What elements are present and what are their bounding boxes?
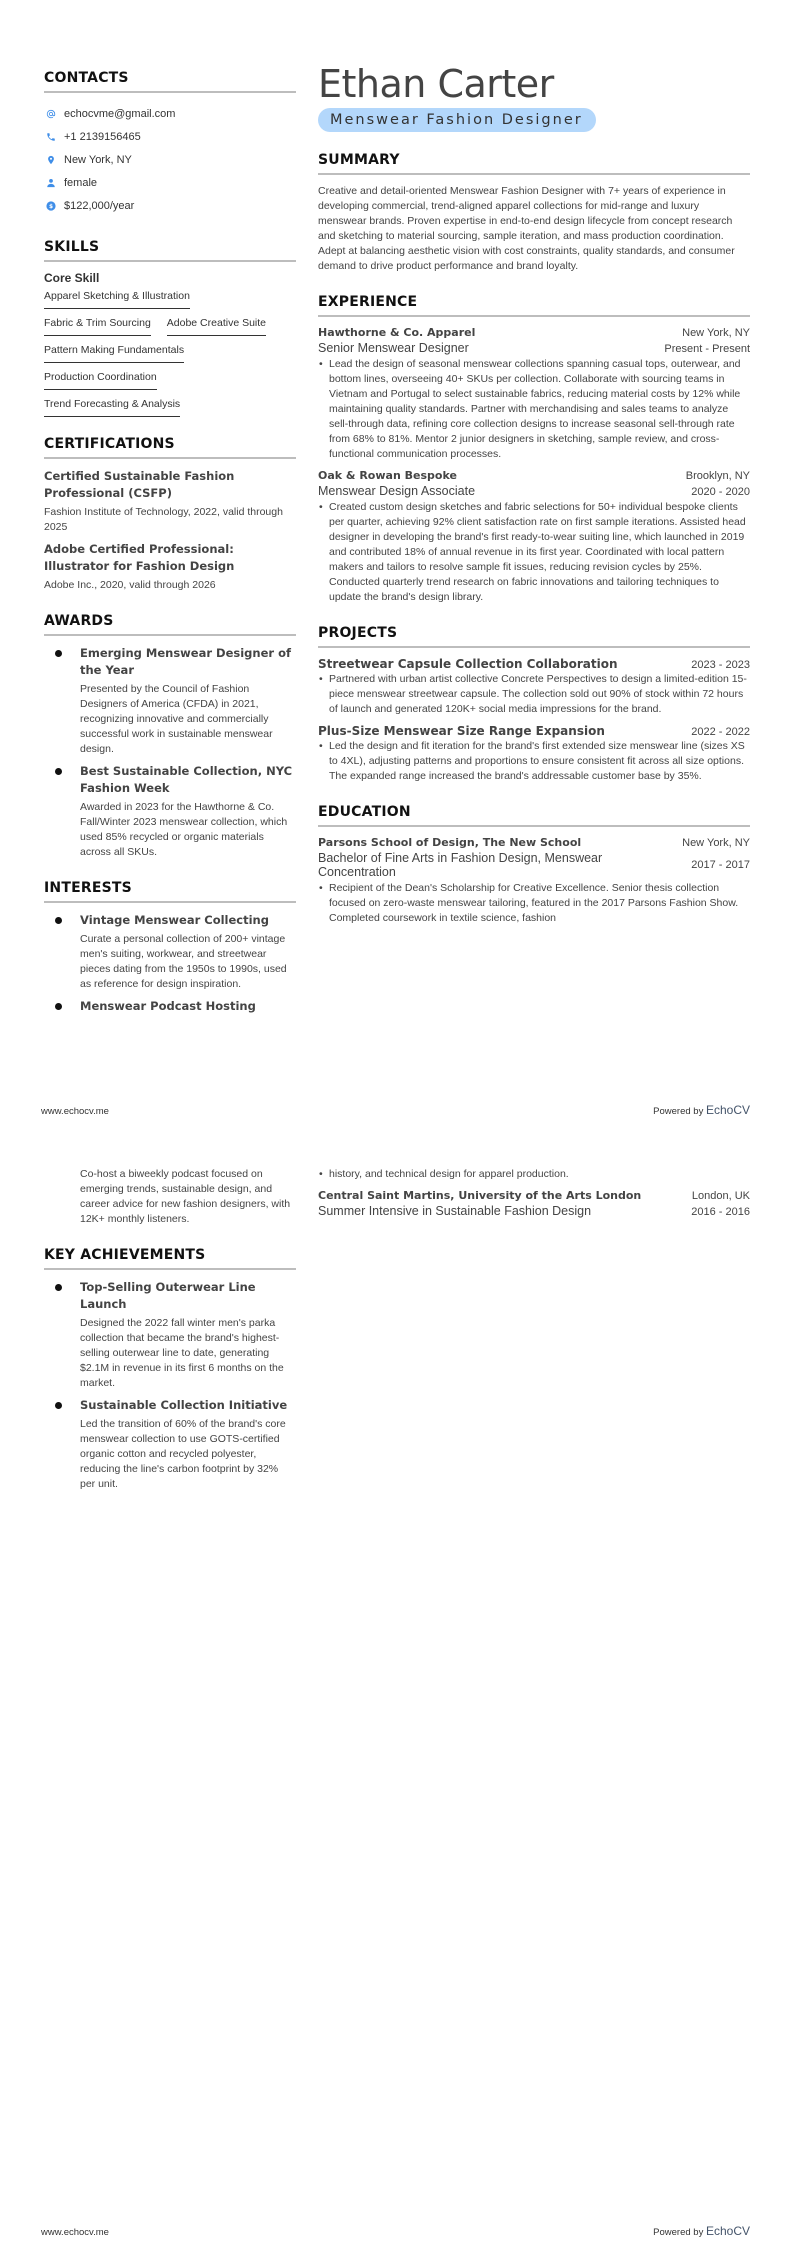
- experience-bullet: • Created custom design sketches and fabric selections for 50+ individual bespoke clients per quarter, achieving 92% client satisfaction rate on first sample iterations. Assisted head designer in developing the brand's first ready-to-wear suiting line, which launched in 2019 and contributed 18% of annual revenue in its first year. Coordinated with local pattern makers and tailors to resolve sample fit issues, reducing revision cycles by 25%. Conducted quarterly trend research on fabric innovations and tailoring techniques to update the brand's design library.: [318, 500, 750, 605]
- main-page-2: [318, 1167, 750, 1218]
- education-entry-header: [318, 1189, 750, 1202]
- experience-entry-subheader: [318, 341, 750, 355]
- job-dates: Present - Present: [664, 343, 750, 355]
- certification-item: [44, 468, 296, 535]
- skill-tag: Trend Forecasting & Analysis: [44, 397, 180, 417]
- achievement-title: Sustainable Collection Initiative: [80, 1398, 288, 1412]
- school-name: Central Saint Martins, University of the Arts London: [318, 1189, 642, 1202]
- education-entry-subheader: [318, 1204, 750, 1218]
- company-location: Brooklyn, NY: [685, 470, 750, 482]
- person-icon: [46, 178, 56, 188]
- education-bullet-continued: [318, 1167, 750, 1182]
- education-dates: 2017 - 2017: [691, 859, 750, 871]
- award-item: [44, 763, 296, 860]
- school-location: London, UK: [691, 1190, 750, 1202]
- experience-section: [318, 294, 750, 605]
- projects-heading: PROJECTS: [318, 625, 750, 648]
- certification-detail: Adobe Inc., 2020, valid through 2026: [44, 579, 216, 591]
- achievement-desc: Led the transition of 60% of the brand's core menswear collection to use GOTS-certified organic cotton and recycled polyester, reducing the line's carbon footprint by 32% per unit.: [80, 1418, 286, 1490]
- summary-heading: SUMMARY: [318, 152, 750, 175]
- company-name: Hawthorne & Co. Apparel: [318, 326, 476, 339]
- certification-name: Adobe Certified Professional: Illustrator for Fashion Design: [44, 542, 235, 573]
- certifications-section: [44, 436, 296, 593]
- certification-item: [44, 541, 296, 593]
- skill-tag: Apparel Sketching & Illustration: [44, 289, 190, 309]
- bullet-dot-icon: [55, 1003, 62, 1010]
- footer-powered: [653, 1103, 750, 1117]
- bullet-dot-icon: [55, 650, 62, 657]
- project-bullet: • Led the design and fit iteration for the brand's first extended size menswear line (sizes XS to 4XL), adjusting patterns and proportions to ensure consistent fit across all size options. The expanded range increased the brand's addressable customer base by 35%.: [318, 739, 750, 784]
- school-name: Parsons School of Design, The New School: [318, 836, 582, 849]
- education-bullet: • Recipient of the Dean's Scholarship for Creative Excellence. Senior thesis collection focused on zero-waste menswear tailoring, featured in the 2017 Parsons Fashion Show. Completed coursework in textile science, fashion: [318, 881, 750, 926]
- skill-tag: Pattern Making Fundamentals: [44, 343, 184, 363]
- at-icon: [46, 109, 56, 119]
- contact-location-value: New York, NY: [64, 153, 132, 166]
- echocv-brand[interactable]: EchoCV: [705, 1103, 750, 1117]
- svg-text:$: $: [48, 203, 54, 210]
- interest-title: Vintage Menswear Collecting: [80, 913, 269, 927]
- bullet-dot-icon: [55, 1402, 62, 1409]
- contact-salary: [44, 194, 296, 217]
- job-dates: 2020 - 2020: [691, 486, 750, 498]
- award-title: Best Sustainable Collection, NYC Fashion Week: [80, 764, 293, 795]
- contact-email[interactable]: [44, 102, 296, 125]
- achievements-heading: KEY ACHIEVEMENTS: [44, 1247, 296, 1270]
- awards-section: [44, 613, 296, 860]
- education-entry: [318, 836, 750, 926]
- phone-icon: [46, 132, 56, 142]
- experience-heading: EXPERIENCE: [318, 294, 750, 317]
- experience-entry-header: [318, 469, 750, 482]
- award-title: Emerging Menswear Designer of the Year: [80, 646, 291, 677]
- powered-by-label: Powered by: [653, 2227, 704, 2238]
- page-2-footer: [41, 2224, 750, 2238]
- interest-desc: Curate a personal collection of 200+ vintage men's suiting, workwear, and streetwear pieces dating from the 1950s to 1990s, used as reference for design inspiration.: [80, 933, 287, 990]
- skills-section: [44, 239, 296, 424]
- contact-phone-value: +1 2139156465: [64, 130, 141, 143]
- skills-group-title: Core Skill: [44, 271, 100, 285]
- dollar-coin-icon: [46, 201, 56, 211]
- main-page-1: [318, 62, 750, 926]
- experience-entry: [318, 469, 750, 605]
- experience-bullet: • Lead the design of seasonal menswear collections spanning casual tops, outerwear, and bottom lines, overseeing 40+ SKUs per collection. Collaborate with sourcing teams in Vietnam and Portugal to select sustainable fabrics, reducing material costs by 12% while maintaining quality standards. Partner with merchandising and sales teams to analyze sell-through data, refining core collection designs to increase seasonal sell-through rate from 68% to 81%. Mentor 2 junior designers in sketching, sample review, and cross-functional communication processes.: [318, 357, 750, 462]
- contact-phone[interactable]: [44, 125, 296, 148]
- award-desc: Presented by the Council of Fashion Designers of America (CFDA) in 2021, recognizing innovative and commercially successful work in sustainable menswear design.: [80, 683, 273, 755]
- contacts-section: [44, 70, 296, 217]
- project-name: Streetwear Capsule Collection Collaboration: [318, 657, 618, 671]
- degree: Bachelor of Fine Arts in Fashion Design, Menswear Concentration: [318, 851, 603, 879]
- footer-site-link[interactable]: www.echocv.me: [41, 2227, 109, 2238]
- contacts-heading: CONTACTS: [44, 70, 296, 93]
- education-section: [318, 804, 750, 926]
- skill-tag: Fabric & Trim Sourcing: [44, 316, 151, 336]
- summary-text: Creative and detail-oriented Menswear Fashion Designer with 7+ years of experience in developing commercial, trend-aligned apparel collections for mid-range and luxury menswear brands. Proven expertise in end-to-end design lifecycle from concept research and sketching to material sourcing, sample iteration, and mass production coordination. Adept at balancing aesthetic vision with cost constraints, quality standards, and consumer demand to drive product performance and brand loyalty.: [318, 185, 735, 272]
- project-entry-header: [318, 657, 750, 671]
- skill-tag: Adobe Creative Suite: [167, 316, 266, 336]
- powered-by-label: Powered by: [653, 1106, 704, 1117]
- certifications-heading: CERTIFICATIONS: [44, 436, 296, 459]
- awards-heading: AWARDS: [44, 613, 296, 636]
- company-name: Oak & Rowan Bespoke: [318, 469, 457, 482]
- job-role: Senior Menswear Designer: [318, 341, 469, 355]
- school-location: New York, NY: [682, 837, 750, 849]
- echocv-brand[interactable]: EchoCV: [705, 2224, 750, 2238]
- contact-email-value: echocvme@gmail.com: [64, 107, 176, 120]
- interest-item: [44, 912, 296, 992]
- project-dates: 2023 - 2023: [691, 659, 750, 671]
- footer-site-link[interactable]: www.echocv.me: [41, 1106, 109, 1117]
- experience-entry-subheader: [318, 484, 750, 498]
- location-pin-icon: [46, 155, 56, 165]
- certification-detail: Fashion Institute of Technology, 2022, valid through 2025: [44, 506, 283, 533]
- achievement-item: [44, 1279, 296, 1391]
- interest-title: Menswear Podcast Hosting: [80, 999, 256, 1013]
- achievement-desc: Designed the 2022 fall winter men's parka collection that became the brand's highest-selling outerwear line to date, generating $2.1M in revenue in its first 6 months on the market.: [80, 1317, 284, 1389]
- achievements-section: [44, 1247, 296, 1492]
- bullet-dot-icon: [55, 768, 62, 775]
- sidebar-page-2: [44, 1167, 296, 1498]
- footer-powered: [653, 2224, 750, 2238]
- interest-desc: Co-host a biweekly podcast focused on emerging trends, sustainable design, and career advice for new fashion designers, with 12K+ monthly listeners.: [80, 1168, 291, 1225]
- candidate-name: Ethan Carter: [318, 62, 554, 106]
- skills-list: [44, 289, 296, 424]
- project-name: Plus-Size Menswear Size Range Expansion: [318, 724, 605, 738]
- award-desc: Awarded in 2023 for the Hawthorne & Co. Fall/Winter 2023 menswear collection, which used 85% recycled or organic materials across all SKUs.: [80, 801, 288, 858]
- project-entry-header: [318, 724, 750, 738]
- sidebar-page-1: [44, 70, 296, 1021]
- projects-section: [318, 625, 750, 784]
- education-entry-subheader: [318, 851, 750, 879]
- contact-gender-value: female: [64, 176, 98, 189]
- achievement-item: [44, 1397, 296, 1492]
- bullet-dot-icon: [55, 1284, 62, 1291]
- summary-section: [318, 152, 750, 274]
- education-entry-header: [318, 836, 750, 849]
- education-dates: 2016 - 2016: [691, 1206, 750, 1218]
- project-dates: 2022 - 2022: [691, 726, 750, 738]
- interests-section: [44, 880, 296, 1015]
- education-bullet-continued-text: history, and technical design for apparel production.: [329, 1168, 569, 1180]
- award-item: [44, 645, 296, 757]
- job-role: Menswear Design Associate: [318, 484, 476, 498]
- company-location: New York, NY: [682, 327, 750, 339]
- contact-salary-value: $122,000/year: [64, 199, 135, 212]
- interest-item: [44, 998, 296, 1015]
- page-1-footer: [41, 1103, 750, 1117]
- achievement-title: Top-Selling Outerwear Line Launch: [80, 1280, 256, 1311]
- skills-heading: SKILLS: [44, 239, 296, 262]
- certification-name: Certified Sustainable Fashion Professional (CSFP): [44, 469, 235, 500]
- bullet-dot-icon: [55, 917, 62, 924]
- experience-entry: [318, 326, 750, 462]
- experience-entry-header: [318, 326, 750, 339]
- job-title-badge: Menswear Fashion Designer: [318, 108, 596, 132]
- education-heading: EDUCATION: [318, 804, 750, 827]
- project-entry: [318, 657, 750, 717]
- contact-gender: [44, 171, 296, 194]
- degree: Summer Intensive in Sustainable Fashion Design: [318, 1204, 592, 1218]
- project-entry: [318, 724, 750, 784]
- project-bullet: • Partnered with urban artist collective Concrete Perspectives to design a limited-edition 15-piece menswear streetwear capsule. The collection sold out 90% of stock within 72 hours of launch and generated 120K+ social media impressions for the brand.: [318, 672, 750, 717]
- skill-tag: Production Coordination: [44, 370, 157, 390]
- interests-heading: INTERESTS: [44, 880, 296, 903]
- contact-location: [44, 148, 296, 171]
- education-entry: [318, 1189, 750, 1218]
